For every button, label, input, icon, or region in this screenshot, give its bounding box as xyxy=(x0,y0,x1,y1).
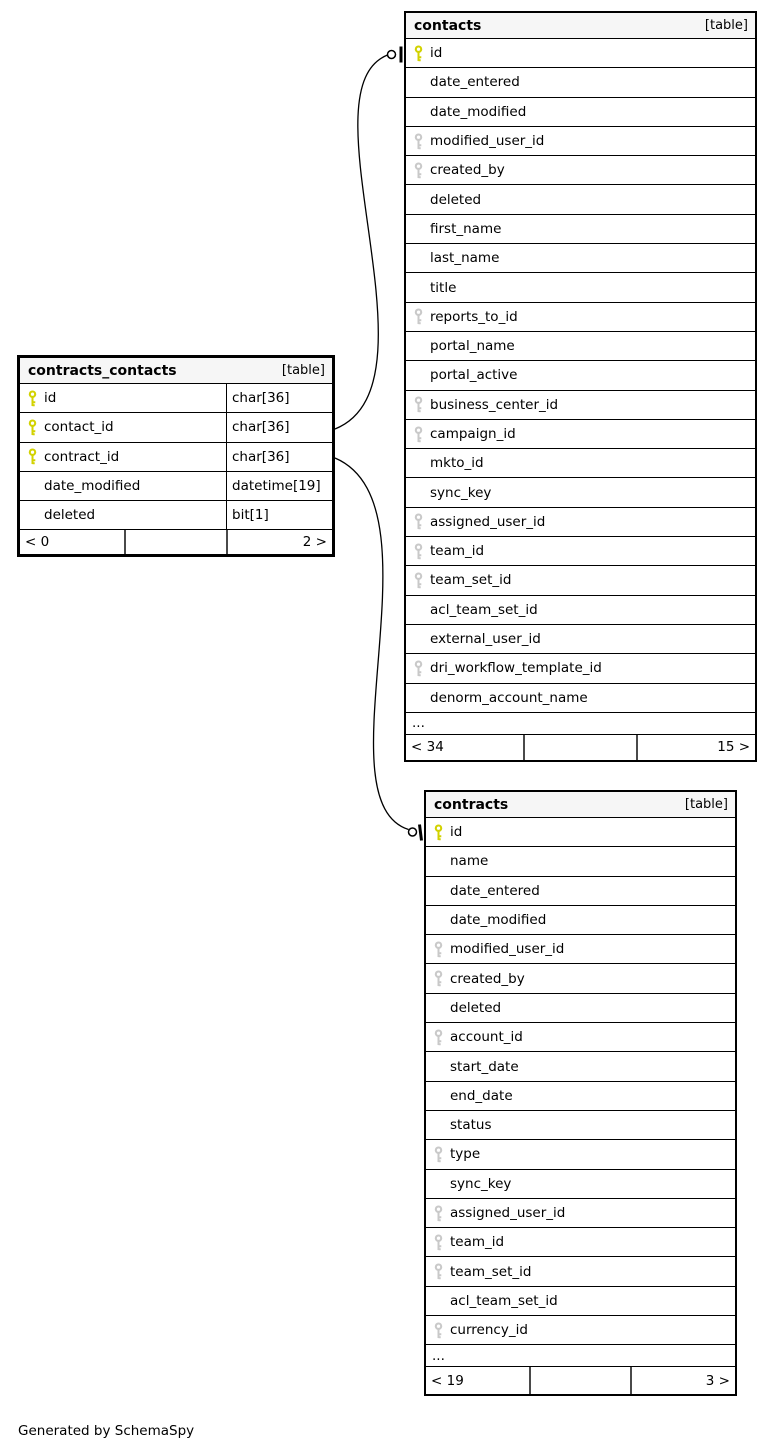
column-row xyxy=(406,478,755,507)
column-row xyxy=(20,443,332,472)
column-row xyxy=(406,391,755,420)
foreign-key-icon xyxy=(426,1029,450,1046)
column-name: sync_key xyxy=(430,484,492,501)
column-name: assigned_user_id xyxy=(430,513,546,530)
column-list xyxy=(406,39,755,713)
column-row xyxy=(406,273,755,302)
table-type-badge: [table] xyxy=(281,363,325,378)
column-row xyxy=(406,98,755,127)
column-row xyxy=(426,906,735,935)
column-name: date_entered xyxy=(450,882,540,899)
relationship-line-contact-id xyxy=(335,55,388,429)
column-name: created_by xyxy=(450,970,525,987)
column-row xyxy=(426,1111,735,1140)
column-name: mkto_id xyxy=(430,455,484,472)
column-type: bit[1] xyxy=(226,501,332,529)
no-key-spacer xyxy=(426,882,450,899)
column-row xyxy=(426,1082,735,1111)
table-type-badge: [table] xyxy=(684,797,728,812)
foreign-key-icon xyxy=(426,970,450,987)
no-key-spacer xyxy=(426,999,450,1016)
footer-middle-cell xyxy=(529,1367,631,1394)
column-name: assigned_user_id xyxy=(450,1205,566,1221)
column-row xyxy=(426,1228,735,1257)
truncated-columns-indicator: ... xyxy=(406,713,755,735)
table-footer xyxy=(20,530,332,554)
foreign-key-icon xyxy=(406,543,430,560)
column-row xyxy=(406,332,755,361)
footer-left-stat: < 19 xyxy=(431,1372,464,1389)
column-name: portal_name xyxy=(430,338,515,355)
column-row xyxy=(406,684,755,713)
no-key-spacer xyxy=(406,103,430,120)
column-row xyxy=(406,303,755,332)
no-key-spacer xyxy=(20,507,44,524)
table-name[interactable]: contacts xyxy=(414,17,482,34)
foreign-key-icon xyxy=(426,1234,450,1251)
table-header[interactable] xyxy=(426,792,735,818)
table-footer xyxy=(426,1367,735,1394)
column-row xyxy=(426,1287,735,1316)
connector-endpoint-circle xyxy=(409,828,417,836)
no-key-spacer xyxy=(406,367,430,384)
column-name: team_set_id xyxy=(430,572,512,589)
column-row xyxy=(406,185,755,214)
column-name: account_id xyxy=(450,1029,523,1046)
no-key-spacer xyxy=(406,220,430,237)
column-name: deleted xyxy=(430,191,482,208)
column-name: type xyxy=(450,1146,481,1163)
foreign-key-icon xyxy=(406,513,430,530)
primary-key-icon xyxy=(20,419,44,436)
column-name: denorm_account_name xyxy=(430,689,588,706)
foreign-key-icon xyxy=(426,1205,450,1222)
column-row xyxy=(426,877,735,906)
column-row xyxy=(406,537,755,566)
column-name: modified_user_id xyxy=(430,133,545,150)
column-name: acl_team_set_id xyxy=(430,601,538,618)
column-name: date_modified xyxy=(430,103,527,120)
primary-key-icon xyxy=(20,390,44,407)
column-name: team_id xyxy=(430,543,485,560)
column-type: datetime[19] xyxy=(226,472,332,500)
foreign-key-icon xyxy=(406,308,430,325)
table-name[interactable]: contracts_contacts xyxy=(28,362,177,379)
no-key-spacer xyxy=(406,338,430,355)
foreign-key-icon xyxy=(426,941,450,958)
column-type: char[36] xyxy=(226,443,332,471)
no-key-spacer xyxy=(406,631,430,648)
column-row xyxy=(20,501,332,530)
column-row xyxy=(406,625,755,654)
foreign-key-icon xyxy=(406,660,430,677)
column-name: date_modified xyxy=(450,912,547,929)
column-name: deleted xyxy=(44,507,96,524)
table-type-badge: [table] xyxy=(704,18,748,33)
column-row xyxy=(406,68,755,97)
table-entity-contacts xyxy=(404,11,757,762)
table-entity-contracts xyxy=(424,790,737,1396)
column-row xyxy=(20,384,332,413)
column-name: title xyxy=(430,279,457,296)
column-name: contact_id xyxy=(44,419,114,436)
no-key-spacer xyxy=(406,74,430,91)
column-name: id xyxy=(450,824,463,841)
column-name: id xyxy=(44,390,57,407)
no-key-spacer xyxy=(406,601,430,618)
column-name: first_name xyxy=(430,220,502,237)
column-name: date_entered xyxy=(430,74,520,91)
footer-right-stat: 2 > xyxy=(302,534,327,551)
column-name: business_center_id xyxy=(430,396,559,413)
column-row xyxy=(406,244,755,273)
primary-key-icon xyxy=(20,448,44,465)
no-key-spacer xyxy=(426,1117,450,1134)
truncated-columns-indicator: ... xyxy=(426,1345,735,1367)
column-name: acl_team_set_id xyxy=(450,1292,558,1309)
column-row xyxy=(406,566,755,595)
no-key-spacer xyxy=(426,1058,450,1075)
column-name: id xyxy=(430,45,443,62)
column-name: external_user_id xyxy=(430,631,541,648)
no-key-spacer xyxy=(406,191,430,208)
column-type: char[36] xyxy=(226,384,332,412)
column-row xyxy=(426,818,735,847)
column-name: date_modified xyxy=(44,478,141,495)
column-row xyxy=(406,156,755,185)
column-name: dri_workflow_template_id xyxy=(430,660,602,677)
table-footer xyxy=(406,735,755,760)
column-row xyxy=(426,1257,735,1286)
no-key-spacer xyxy=(406,689,430,706)
foreign-key-icon xyxy=(406,396,430,413)
column-name: portal_active xyxy=(430,367,518,384)
primary-key-icon xyxy=(426,824,450,841)
foreign-key-icon xyxy=(406,133,430,150)
column-row xyxy=(406,127,755,156)
column-row xyxy=(20,413,332,442)
foreign-key-icon xyxy=(426,1322,450,1339)
column-row xyxy=(426,847,735,876)
no-key-spacer xyxy=(426,1292,450,1309)
footer-left-stat: < 0 xyxy=(25,534,50,551)
column-row xyxy=(406,215,755,244)
column-row xyxy=(406,508,755,537)
column-name: deleted xyxy=(450,999,502,1016)
column-name: last_name xyxy=(430,250,500,267)
footer-right-stat: 3 > xyxy=(705,1372,730,1389)
table-header[interactable] xyxy=(406,13,755,39)
footer-middle-cell xyxy=(124,530,227,554)
table-header[interactable] xyxy=(20,358,332,384)
column-name: reports_to_id xyxy=(430,308,518,325)
generator-note: Generated by SchemaSpy xyxy=(18,1423,195,1439)
column-name: currency_id xyxy=(450,1322,528,1339)
column-row xyxy=(426,1023,735,1052)
column-name: name xyxy=(450,853,489,870)
column-name: sync_key xyxy=(450,1175,512,1192)
column-row xyxy=(406,39,755,68)
column-name: team_id xyxy=(450,1234,505,1251)
footer-left-stat: < 34 xyxy=(411,739,444,756)
column-row xyxy=(426,935,735,964)
column-name: campaign_id xyxy=(430,426,516,442)
column-name: modified_user_id xyxy=(450,941,565,958)
column-list xyxy=(426,818,735,1345)
foreign-key-icon xyxy=(406,426,430,443)
column-name: start_date xyxy=(450,1058,519,1075)
column-name: contract_id xyxy=(44,448,120,465)
column-row xyxy=(426,1052,735,1081)
column-type: char[36] xyxy=(226,413,332,441)
column-row xyxy=(426,1140,735,1169)
relationship-line-contract-id xyxy=(335,458,409,830)
column-row xyxy=(426,994,735,1023)
column-name: created_by xyxy=(430,162,505,179)
no-key-spacer xyxy=(20,478,44,495)
column-row xyxy=(406,654,755,683)
column-row xyxy=(406,361,755,390)
no-key-spacer xyxy=(406,279,430,296)
no-key-spacer xyxy=(426,853,450,870)
column-row xyxy=(426,1199,735,1228)
column-name: status xyxy=(450,1117,492,1134)
connector-endpoint-bar xyxy=(420,825,422,841)
column-row xyxy=(426,964,735,993)
no-key-spacer xyxy=(406,250,430,267)
column-row xyxy=(406,596,755,625)
column-row xyxy=(426,1316,735,1345)
column-name: team_set_id xyxy=(450,1263,532,1280)
foreign-key-icon xyxy=(406,572,430,589)
column-row xyxy=(426,1170,735,1199)
no-key-spacer xyxy=(426,912,450,929)
foreign-key-icon xyxy=(426,1263,450,1280)
column-list xyxy=(20,384,332,530)
table-name[interactable]: contracts xyxy=(434,796,509,813)
footer-middle-cell xyxy=(523,735,639,760)
connector-endpoint-circle xyxy=(388,51,396,59)
column-row xyxy=(406,420,755,449)
no-key-spacer xyxy=(406,484,430,501)
foreign-key-icon xyxy=(426,1146,450,1163)
table-entity-contracts-contacts xyxy=(17,355,335,557)
primary-key-icon xyxy=(406,45,430,62)
column-row xyxy=(406,449,755,478)
no-key-spacer xyxy=(406,455,430,472)
footer-right-stat: 15 > xyxy=(717,739,751,756)
foreign-key-icon xyxy=(406,162,430,179)
no-key-spacer xyxy=(426,1175,450,1192)
column-row xyxy=(20,472,332,501)
no-key-spacer xyxy=(426,1087,450,1104)
column-name: end_date xyxy=(450,1087,513,1104)
